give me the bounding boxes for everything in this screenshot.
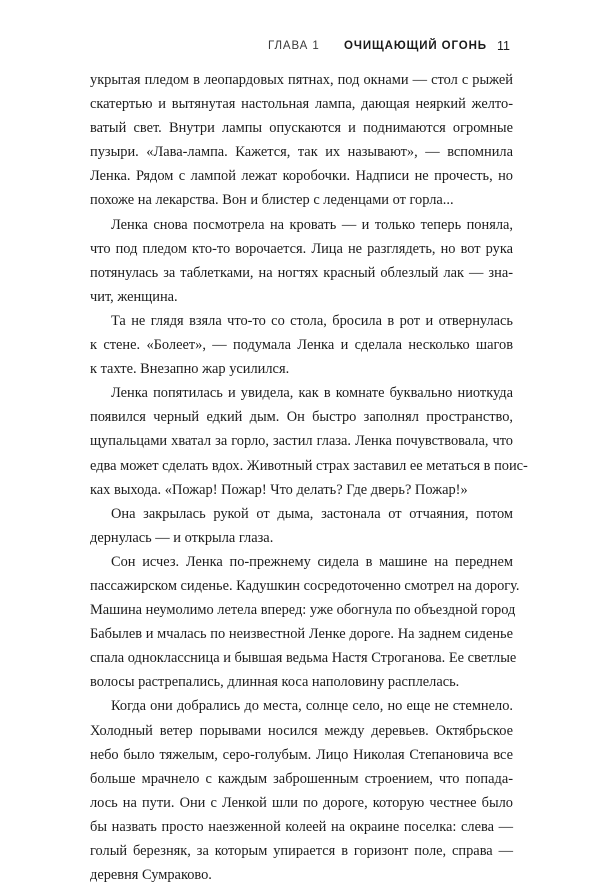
body-text	[90, 68, 528, 887]
text-line: лось на пути. Они с Ленкой шли по дороге, которую честнее было	[90, 794, 513, 811]
text-line: чит, женщина.	[90, 288, 178, 305]
text-line: едва может сделать вдох. Животный страх заставил ее метаться в поис-	[90, 457, 528, 474]
text-line: Ленка снова посмотрела на кровать — и только теперь поняла,	[111, 216, 513, 233]
text-line: Когда они добрались до места, солнце село, но еще не стемнело.	[111, 698, 513, 715]
text-line: спала одноклассница и бывшая ведьма Настя Строганова. Ее светлые	[90, 650, 517, 667]
text-line: деревня Сумраково.	[90, 867, 212, 884]
text-line: щупальцами хватал за горло, застил глаза. Ленка почувствовала, что	[90, 433, 513, 450]
text-line: голый березняк, за которым упирается в горизонт поле, справа —	[90, 843, 513, 859]
text-line: к тахте. Внезапно жар усилился.	[90, 361, 290, 378]
text-line: к стене. «Болеет», — подумала Ленка и сделала несколько шагов	[90, 337, 513, 354]
text-line: ках выхода. «Пожар! Пожар! Что делать? Где дверь? Пожар!»	[90, 481, 468, 498]
text-line: появился черный едкий дым. Он быстро заполнял пространство,	[90, 409, 513, 426]
text-line: больше мрачнело с каждым заброшенным строением, что попада-	[90, 770, 513, 787]
text-line: волосы растрепались, длинная коса наполовину расплелась.	[90, 674, 460, 691]
text-line: ватый свет. Внутри лампы опускаются и поднимаются огромные	[90, 120, 513, 137]
text-line: скатертью и вытянутая настольная лампа, дающая неяркий желто-	[90, 96, 513, 113]
text-line: потянулась за таблетками, на ногтях красный облезлый лак — зна-	[90, 264, 513, 281]
chapter-label: ГЛАВА 1	[268, 40, 320, 52]
text-line: Бабылев и мчалась по неизвестной Ленке дороге. На заднем сиденье	[90, 626, 513, 643]
text-line: пузыри. «Лава-лампа. Кажется, так их называют», — вспомнила	[90, 144, 513, 161]
text-line: Та не глядя взяла что-то со стола, бросила в рот и отвернулась	[111, 312, 513, 329]
text-line: Машина неумолимо летела вперед: уже обогнула по объездной город	[90, 602, 516, 619]
text-line: пассажирском сиденье. Кадушкин сосредоточенно смотрел на дорогу.	[90, 577, 520, 594]
text-line: небо было тяжелым, серо-голубым. Лицо Николая Степановича все	[90, 746, 513, 763]
text-line: Ленка попятилась и увидела, как в комнате буквально ниоткуда	[111, 385, 513, 402]
text-line: что под пледом кто-то ворочается. Лица не разглядеть, но вот рука	[90, 240, 513, 257]
text-line: Ленка. Рядом с лампой лежат коробочки. Надписи не прочесть, но	[90, 168, 513, 185]
text-line: дернулась — и открыла глаза.	[90, 529, 274, 546]
text-line: Сон исчез. Ленка по-прежнему сидела в машине на переднем	[111, 553, 513, 570]
text-line: Она закрылась рукой от дыма, застонала от отчаяния, потом	[111, 505, 513, 522]
page-number: 11	[497, 39, 510, 53]
text-line: бы назвать просто наезженной колеей на окраине поселка: слева —	[90, 818, 513, 835]
running-header	[0, 38, 600, 56]
chapter-title: ОЧИЩАЮЩИЙ ОГОНЬ	[344, 40, 487, 52]
text-line: Холодный ветер порывами носился между деревьев. Октябрьское	[90, 722, 513, 739]
text-line: укрытая пледом в леопардовых пятнах, под окнами — стол с рыжей	[90, 72, 513, 88]
text-line: похоже на лекарства. Вон и блистер с леденцами от горла...	[90, 192, 454, 209]
